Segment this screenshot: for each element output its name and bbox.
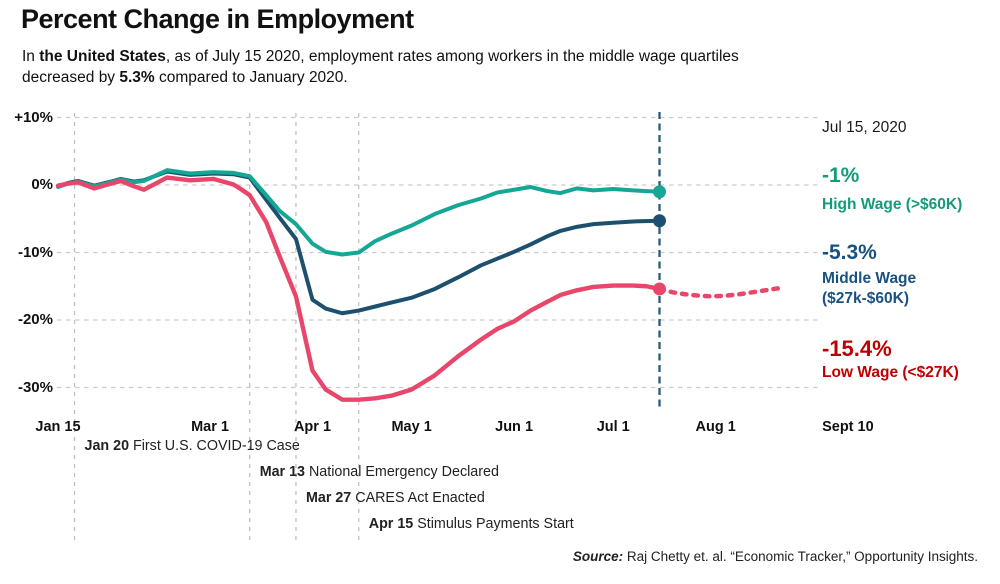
high-wage-endpoint-dot (653, 185, 666, 198)
x-tick-Jan 15: Jan 15 (35, 419, 81, 435)
source-citation (573, 549, 978, 564)
low-wage-endpoint-dot (653, 282, 666, 295)
marker-date-label: Jul 15, 2020 (822, 119, 907, 136)
y-tick--20%: -20% (17, 311, 53, 328)
high-wage-value: -1% (822, 164, 860, 187)
middle-wage-value: -5.3% (822, 241, 877, 264)
y-tick-+10%: +10% (14, 108, 53, 126)
x-tick-Jul 1: Jul 1 (596, 419, 630, 435)
low-wage-projection-line (660, 288, 779, 296)
x-tick-Sept 10: Sept 10 (822, 419, 874, 435)
event-date: Mar 27 (305, 490, 352, 506)
y-tick--10%: -10% (17, 243, 53, 261)
subtitle-text: In (22, 48, 40, 65)
middle-wage-endpoint-dot (653, 214, 666, 227)
event-date: Apr 15 (368, 516, 414, 532)
event-annotation-Jan 20 (85, 438, 300, 454)
source-label: Source: (572, 549, 624, 564)
event-text: National Emergency Declared (305, 464, 499, 480)
event-annotation-Mar 13 (260, 464, 499, 480)
y-tick-0%: 0% (31, 176, 53, 193)
subtitle-text: compared to January 2020. (154, 69, 348, 86)
event-text: CARES Act Enacted (351, 490, 485, 506)
x-tick-Apr 1: Apr 1 (293, 419, 332, 435)
low-wage-label: Low Wage (<$27K) (822, 364, 959, 381)
subtitle-text: , as of July 15 2020, employment rates among workers in the middle wage quartiles decreased by (22, 48, 739, 86)
high-wage-label: High Wage (>$60K) (822, 196, 963, 213)
y-tick--30%: -30% (17, 378, 53, 396)
x-tick-Jun 1: Jun 1 (495, 419, 534, 435)
event-text: Stimulus Payments Start (413, 516, 574, 532)
x-tick-Mar 1: Mar 1 (191, 419, 229, 435)
event-date: Jan 20 (84, 438, 130, 454)
middle-wage-label-line1: Middle Wage (822, 270, 917, 287)
x-tick-May 1: May 1 (391, 419, 432, 435)
x-tick-Aug 1: Aug 1 (695, 419, 736, 435)
event-text: First U.S. COVID-19 Case (129, 438, 300, 454)
event-annotation-Apr 15 (369, 516, 574, 532)
middle-wage-label-line2: ($27k-$60K) (822, 290, 910, 307)
event-annotation-Mar 27 (306, 490, 485, 506)
source-text: Raj Chetty et. al. “Economic Tracker,” Opportunity Insights. (623, 549, 978, 564)
subtitle-bold-value: 5.3% (119, 69, 155, 86)
page-title: Percent Change in Employment (21, 4, 414, 34)
subtitle-bold-region: the United States (39, 48, 166, 65)
event-date: Mar 13 (259, 464, 305, 480)
low-wage-value: -15.4% (822, 336, 892, 361)
